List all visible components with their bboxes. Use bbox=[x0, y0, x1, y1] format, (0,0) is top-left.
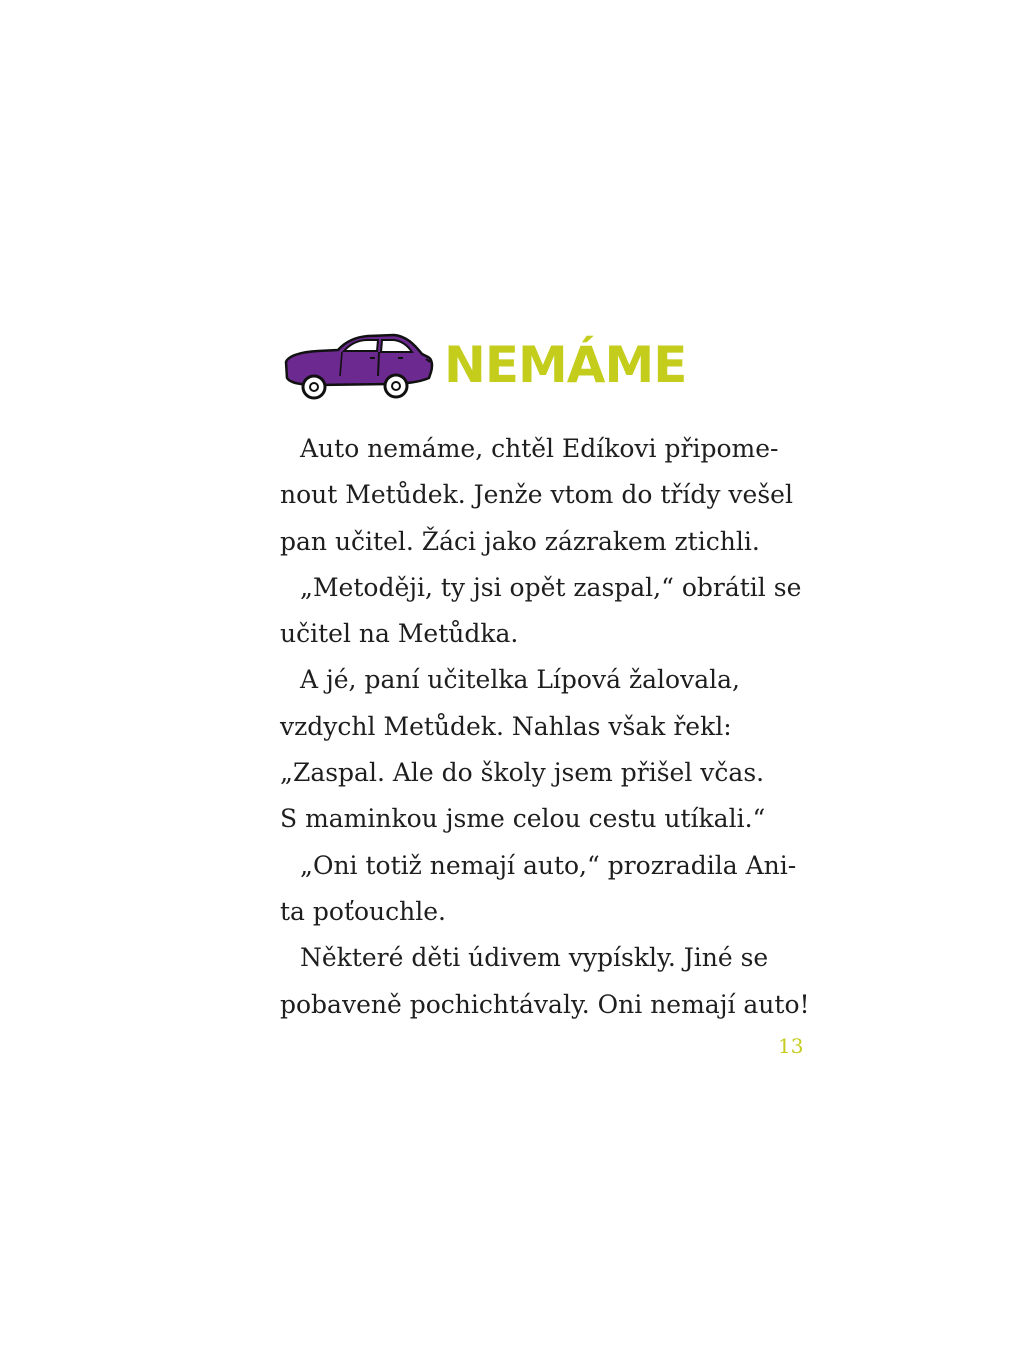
text-line: „Metoději, ty jsi opět zaspal,“ obrátil se bbox=[300, 572, 802, 602]
text-line: učitel na Metůdka. bbox=[280, 619, 519, 649]
text-line: nout Metůdek. Jenže vtom do třídy vešel bbox=[280, 480, 793, 510]
text-line: Auto nemáme, chtěl Edíkovi připome- bbox=[300, 434, 779, 463]
page-number: 13 bbox=[778, 1034, 804, 1058]
text-line: „Oni totiž nemají auto,“ prozradila Ani- bbox=[300, 850, 797, 880]
text-line: pan učitel. Žáci jako zázrakem ztichli. bbox=[280, 526, 760, 556]
text-line: Některé děti údivem vypískly. Jiné se bbox=[300, 943, 769, 973]
car-icon bbox=[280, 332, 436, 404]
text-line: ta poťouchle. bbox=[280, 896, 446, 926]
text-line: „Zaspal. Ale do školy jsem přišel včas. bbox=[280, 758, 765, 788]
chapter-title: NEMÁME bbox=[444, 336, 687, 394]
story-text bbox=[280, 426, 820, 1028]
chapter-heading bbox=[280, 330, 780, 406]
text-line: S maminkou jsme celou cestu utíkali.“ bbox=[280, 804, 766, 834]
text-line: vzdychl Metůdek. Nahlas však řekl: bbox=[280, 711, 732, 741]
text-line: pobaveně pochichtávaly. Oni nemají auto! bbox=[280, 989, 810, 1019]
text-line: A jé, paní učitelka Lípová žalovala, bbox=[300, 665, 740, 695]
